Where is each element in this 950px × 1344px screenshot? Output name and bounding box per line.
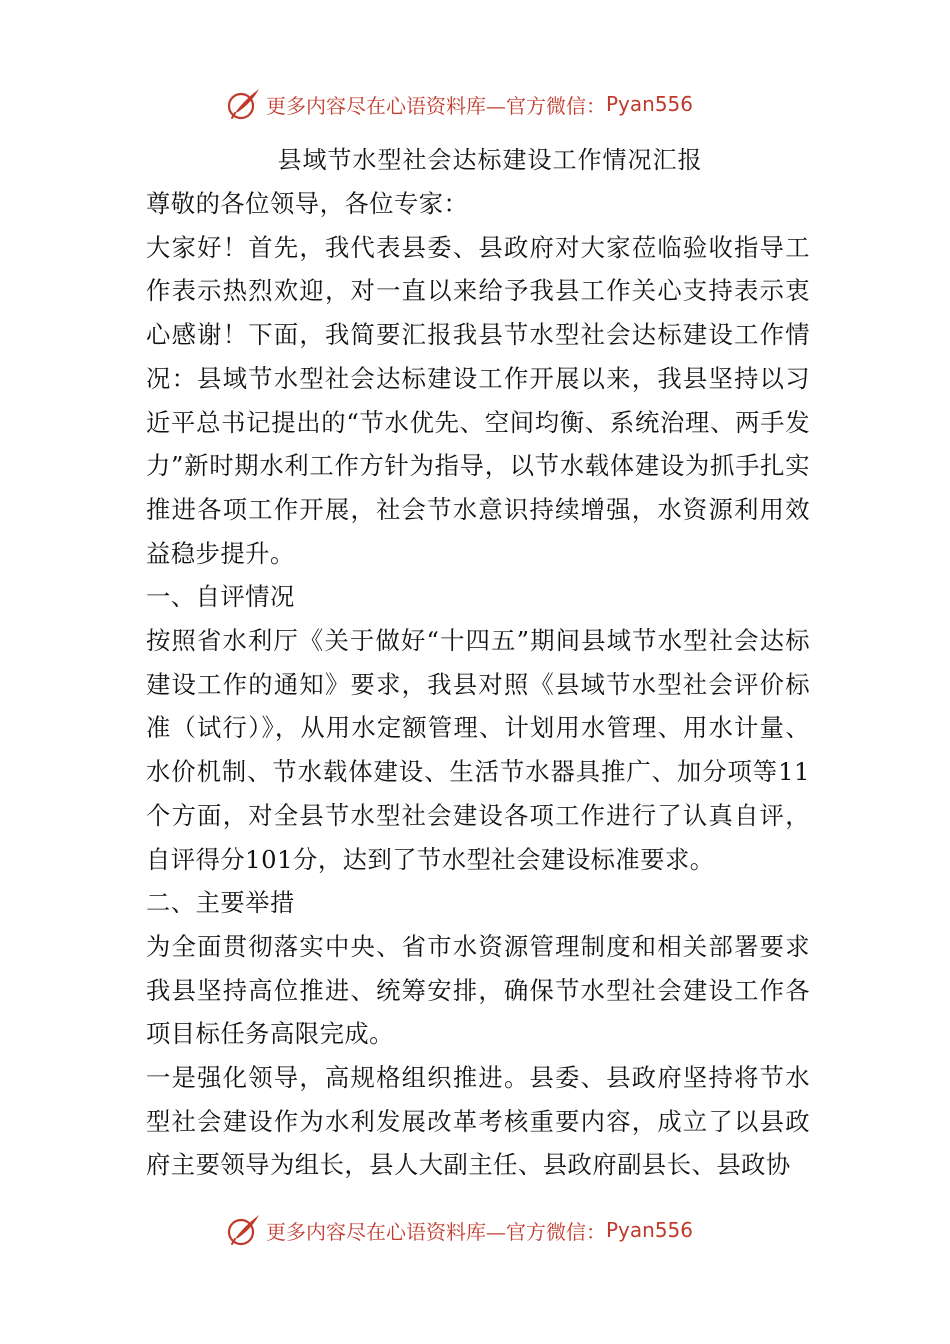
watermark-header [226,84,726,124]
section-heading-main-measures: 二、主要举措 [146,888,295,918]
watermark-text: 更多内容尽在心语资料库—官方微信： [266,1219,606,1244]
watermark-footer [226,1210,726,1250]
document-title: 县域节水型社会达标建设工作情况汇报 [277,146,703,174]
watermark-wechat-id: Pyan556 [606,1218,694,1242]
self-evaluation-paragraph: 按照省水利厅《关于做好“十四五”期间县域节水型社会达标建设工作的通知》要求，我县对照《县域节水型社会评价标准（试行）》，从用水定额管理、计划用水管理、用水计量、水价机制、节水载体建设、生活节水器具推广、加分项等11个方面，对全县节水型社会建设各项工作进行了认真自评，自评得分101分，达到了节水型社会建设标准要求。 [146,626,810,874]
measure-one-paragraph: 一是强化领导，高规格组织推进。县委、县政府坚持将节水型社会建设作为水利发展改革考核重要内容，成立了以县政府主要领导为组长，县人大副主任、县政府副县长、县政协 [146,1063,810,1180]
quill-pen-logo-icon [226,86,262,122]
intro-paragraph: 大家好！首先，我代表县委、县政府对大家莅临验收指导工作表示热烈欢迎，对一直以来给予我县工作关心支持表示衷心感谢！下面，我简要汇报我县节水型社会达标建设工作情况：县域节水型社会达标建设工作开展以来，我县坚持以习近平总书记提出的“节水优先、空间均衡、系统治理、两手发力”新时期水利工作方针为指导，以节水载体建设为抓手扎实推进各项工作开展，社会节水意识持续增强，水资源利用效益稳步提升。 [146,232,810,568]
watermark-text: 更多内容尽在心语资料库—官方微信： [266,93,606,118]
salutation: 尊敬的各位领导，各位专家： [146,189,469,218]
section-heading-self-evaluation: 一、自评情况 [146,582,295,612]
document-body [146,138,810,1187]
quill-pen-logo-icon [226,1212,262,1248]
main-measures-paragraph: 为全面贯彻落实中央、省市水资源管理制度和相关部署要求我县坚持高位推进、统筹安排，确保节水型社会建设工作各项目标任务高限完成。 [146,931,810,1049]
watermark-wechat-id: Pyan556 [606,92,694,116]
